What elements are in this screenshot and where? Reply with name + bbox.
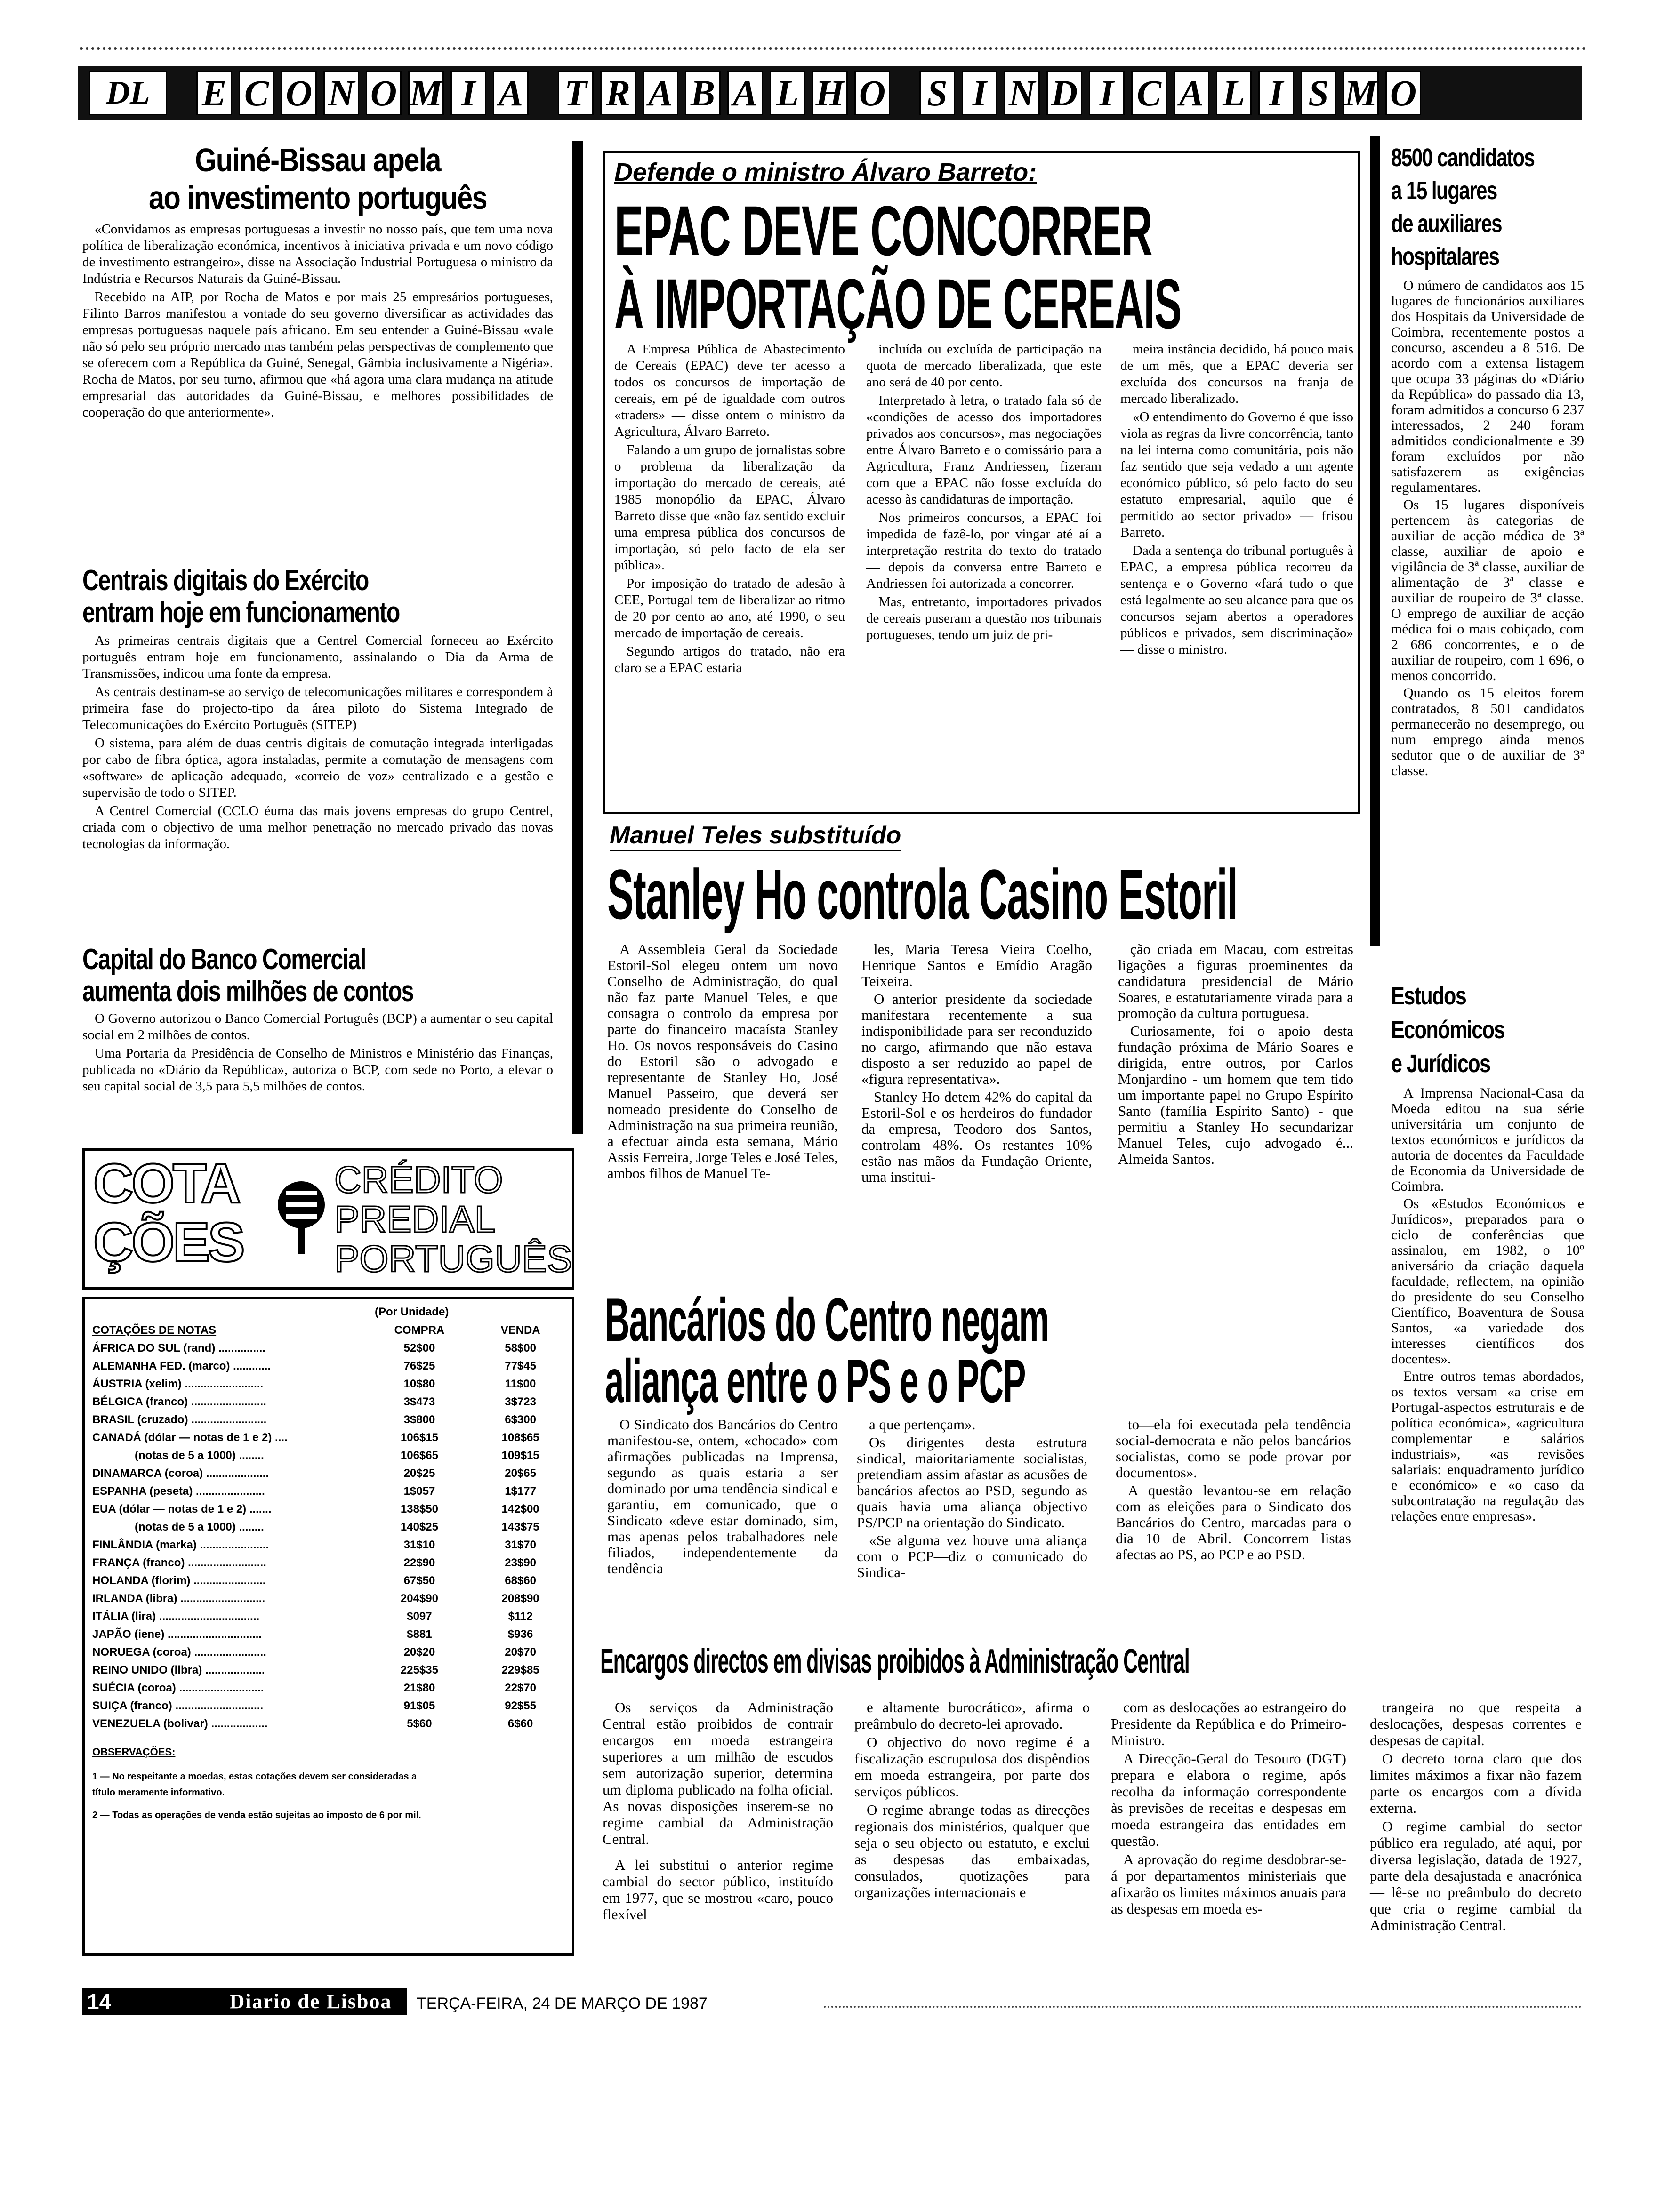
fx-sell-rate: 142$00	[501, 1503, 539, 1515]
fx-buy-rate: 31$10	[403, 1539, 435, 1551]
paper-name: Diario de Lisboa	[229, 1990, 392, 2013]
epac-headline-2: À IMPORTAÇÃO DE CEREAIS	[614, 264, 1182, 343]
fx-row	[92, 1626, 564, 1643]
encargos-paragraph: O regime cambial do sector público era regulado, até aqui, por diversa legislação, datada de 1927, parte dela desajustada e anacrónica — lê-se no preâmbulo do decreto que cria o regime cambial da Administração Central.	[1370, 1818, 1582, 1933]
epac-paragraph: Falando a um grupo de jornalistas sobre o problema da liberalização da importação do mercado de cereais, até 1985 monopólio da EPAC, Álvaro Barreto disse que «não faz sentido excluir uma empresa pública dos concursos de importação, só pelo facto de ela ser pública».	[614, 442, 845, 573]
fx-sell-rate: $112	[508, 1610, 533, 1623]
fx-sell-rate: 77$45	[505, 1360, 536, 1372]
fx-row	[92, 1661, 564, 1679]
bancarios-paragraph: A questão levantou-se em relação com as eleições para o Sindicato dos Bancários do Centro, marcadas para o dia 10 de Abril. Concorrem listas afectas ao PS, ao PCP e ao PSD.	[1116, 1482, 1351, 1563]
banner-letter: A	[643, 71, 678, 115]
fx-buy-rate: 22$90	[403, 1556, 435, 1569]
bancarios-column-3	[1116, 1417, 1351, 1564]
fx-observation-1: 1 — No respeitante a moedas, estas cotações devem ser consideradas a título meramente informativo.	[92, 1771, 417, 1798]
fx-row	[92, 1679, 564, 1697]
estudos-paragraph: Entre outros temas abordados, os textos versam «a crise em Portugal-aspectos estruturais e de política económica», «agricultura complementar e salários industriais», «as revisões salariais: enquadramento jurídico e económico» e «o caso da subcontratação na regulação das relações entre empresas».	[1391, 1369, 1584, 1524]
fx-header-name: COTAÇÕES DE NOTAS	[92, 1324, 217, 1337]
fx-currency-name: VENEZUELA (bolivar) ..................	[92, 1717, 268, 1730]
centrais-article	[82, 565, 553, 854]
fx-sell-rate: 3$723	[505, 1395, 536, 1408]
fx-currency-name: CANADÁ (dólar — notas de 1 e 2) ....	[92, 1431, 288, 1444]
banco-headline-1: Capital do Banco Comercial	[82, 943, 366, 976]
banner-letter: N	[323, 71, 359, 115]
fx-currency-name: BÉLGICA (franco) ........................	[92, 1395, 266, 1408]
banner-letter: O	[366, 71, 402, 115]
fx-currency-name: EUA (dólar — notas de 1 e 2) .......	[92, 1503, 272, 1515]
banner-letter: T	[558, 71, 594, 115]
encargos-column-2	[854, 1699, 1090, 1902]
epac-paragraph: meira instância decidido, há pouco mais de um mês, que a EPAC deveria ser excluída dos concursos na franja de mercado liberalizado.	[1120, 342, 1353, 406]
banner-letter: A	[493, 71, 529, 115]
fx-row	[92, 1447, 564, 1465]
guine-headline-2: ao investimento português	[149, 179, 487, 216]
fx-buy-rate: 10$80	[403, 1378, 435, 1390]
fx-buy-rate: 3$800	[403, 1413, 435, 1426]
fx-sell-rate: 11$00	[505, 1378, 536, 1390]
fx-sell-rate: 1$177	[505, 1485, 536, 1498]
banco-headline-2: aumenta dois milhões de contos	[82, 975, 413, 1008]
banco-paragraph: O Governo autorizou o Banco Comercial Português (BCP) a aumentar o seu capital social em 2 milhões de contos.	[82, 1011, 553, 1042]
banner-letter: O	[854, 71, 890, 115]
fx-row	[92, 1536, 564, 1554]
epac-paragraph: incluída ou excluída de participação na quota de mercado liberalizada, que este ano será de 40 por cento.	[866, 342, 1102, 390]
centrais-headline-2: entram hoje em funcionamento	[82, 596, 400, 629]
banner-letter: L	[770, 71, 805, 115]
banner-letter: S	[1301, 71, 1336, 115]
fx-sell-rate: 22$70	[505, 1682, 536, 1694]
encargos-paragraph: com as deslocações ao estrangeiro do Presidente da República e do Primeiro-Ministro.	[1111, 1699, 1346, 1748]
epac-paragraph: Nos primeiros concursos, a EPAC foi impedida de fazê-lo, por vingar até aí a interpretação restrita do texto do tratado — depois da conversa entre Barreto e Andriessen foi autorizada a concorrer.	[866, 510, 1102, 591]
cotacoes-ad	[82, 1148, 574, 1290]
stanley-column-3	[1118, 941, 1353, 1169]
banner-letter: M	[408, 71, 444, 115]
fx-row	[92, 1554, 564, 1572]
fx-buy-rate: 67$50	[403, 1574, 435, 1587]
fx-sell-rate: 109$15	[501, 1449, 539, 1462]
fx-buy-rate: 106$65	[400, 1449, 438, 1462]
fx-buy-rate: 76$25	[403, 1360, 435, 1372]
bancarios-paragraph: to—ela foi executada pela tendência social-democrata e não pelos bancários socialistas, como se pode provar por documentos».	[1116, 1416, 1351, 1481]
hospital-headline-2: a 15 lugares	[1391, 176, 1497, 205]
fx-observations-title: OBSERVAÇÕES:	[92, 1746, 176, 1758]
bancarios-column-1	[607, 1417, 838, 1579]
epac-paragraph: Dada a sentença do tribunal português à EPAC, a empresa pública recorreu da sentença e o Governo «fará tudo o que está legalmente ao seu alcance para que os concursos sejam abertos a operadores públicos e privados, sem discriminação» — disse o ministro.	[1120, 543, 1353, 657]
fx-sell-rate: 92$55	[505, 1699, 536, 1712]
fx-currency-name: ÁUSTRIA (xelim) .........................	[92, 1378, 264, 1390]
epac-kicker: Defende o ministro Álvaro Barreto:	[614, 158, 1037, 186]
fx-currency-name: (notas de 5 a 1000) ........	[135, 1521, 264, 1533]
fx-buy-rate: $097	[407, 1610, 432, 1623]
bancarios-paragraph: a que pertençam».	[869, 1416, 976, 1433]
banner-letter: N	[1004, 71, 1040, 115]
banner-letter: I	[450, 71, 486, 115]
fx-currency-name: NORUEGA (coroa) .......................	[92, 1646, 266, 1659]
banner-letter: E	[196, 71, 232, 115]
bancarios-headline-1: Bancários do Centro negam	[605, 1285, 1049, 1354]
guine-article	[82, 141, 553, 423]
banner-letter: O	[281, 71, 317, 115]
fx-currency-name: SUÉCIA (coroa) ...........................	[92, 1682, 264, 1694]
fx-currency-name: (notas de 5 a 1000) ........	[135, 1449, 264, 1462]
hospital-headline-1: 8500 candidatos	[1391, 144, 1535, 172]
fx-buy-rate: 106$15	[400, 1431, 438, 1444]
top-dotted-strip	[80, 47, 1586, 50]
banner-letter: A	[727, 71, 763, 115]
stanley-paragraph: ção criada em Macau, com estreitas ligações a figuras proeminentes da candidatura presidencial de Mário Soares, e estatutariamente virada para a promoção da cultura portuguesa.	[1118, 941, 1353, 1021]
banner-letter: I	[962, 71, 997, 115]
fx-currency-name: ÁFRICA DO SUL (rand) ...............	[92, 1342, 266, 1354]
fx-row	[92, 1697, 564, 1715]
fx-sell-rate: 31$70	[505, 1539, 536, 1551]
encargos-headline: Encargos directos em divisas proibidos à Administração Central	[600, 1643, 1190, 1680]
footer-dotted-line	[824, 2006, 1582, 2008]
guine-paragraph: Recebido na AIP, por Rocha de Matos e por mais 25 empresários portugueses, Filinto Barros manifestou a vontade do seu governo diversificar as actividades das empresas portuguesas naquele país africano. Em seu entender a Guiné-Bissau «vale não só pelo seu próprio mercado mas também pelas perspectivas de complemento que se oferecem com a República da Guiné, Senegal, Gâmbia inclusivamente a Nigéria». Rocha de Matos, por seu turno, afirmou que «há agora uma clara mudança na atitude empresarial das autoridades da Guiné-Bissau, e melhores possibilidades de cooperação do que anteriormente».	[82, 289, 553, 420]
guine-paragraph: «Convidamos as empresas portuguesas a investir no nosso país, que tem uma nova política de liberalização económica, incentivos à iniciativa privada e um novo código de investimento estrangeiro», disse na Associação Industrial Portuguesa o ministro da Indústria e Recursos Naturais da Guiné-Bissau.	[82, 222, 553, 286]
fx-sell-rate: 208$90	[501, 1592, 539, 1605]
estudos-headline-1: Estudos	[1391, 982, 1466, 1010]
banner-letter: C	[1131, 71, 1167, 115]
cotacoes-big-2: ÇÕES	[93, 1211, 243, 1274]
fx-buy-rate: 21$80	[403, 1682, 435, 1694]
hospital-paragraph: Os 15 lugares disponíveis pertencem às categorias de auxiliar de acção médica de 3ª classe, auxiliar de apoio e vigilância de 3ª classe, auxiliar de alimentação de 3ª classe e auxiliar de roupeiro de 3ª classe. O emprego de auxiliar de acção médica foi o mais cobiçado, com 2 686 concorrentes, e o de auxiliar de roupeiro, com 1 696, o menos concorrido.	[1391, 497, 1584, 683]
fx-row	[92, 1429, 564, 1447]
centrais-headline-1: Centrais digitais do Exército	[82, 564, 369, 597]
fx-currency-name: ALEMANHA FED. (marco) ............	[92, 1360, 271, 1372]
banner-letter: M	[1343, 71, 1379, 115]
estudos-headline-2: Económicos	[1391, 1016, 1504, 1044]
fx-unit-note: (Por Unidade)	[375, 1306, 449, 1318]
fx-currency-name: SUIÇA (franco) ............................	[92, 1699, 264, 1712]
fx-rates-table	[92, 1322, 564, 1733]
banner-letter: L	[1216, 71, 1252, 115]
fx-currency-name: JAPÃO (iene) ..............................	[92, 1628, 262, 1641]
fx-buy-rate: 140$25	[400, 1521, 438, 1533]
hospital-headline-3: de auxiliares	[1391, 209, 1502, 238]
epac-column-3	[1120, 341, 1353, 660]
fx-currency-name: BRASIL (cruzado) ........................	[92, 1413, 267, 1426]
banner-letter: B	[685, 71, 721, 115]
banner-letter: R	[600, 71, 636, 115]
fx-currency-name: REINO UNIDO (libra) ...................	[92, 1664, 265, 1676]
fx-sell-rate: 58$00	[505, 1342, 536, 1354]
epac-paragraph: Interpretado à letra, o tratado fala só de «condições de acesso dos importadores privados aos concursos», mas negociações entre Álvaro Barreto e o comissário para a Agricultura, Franz Andriessen, fizeram com que a EPAC não fosse excluída do acesso às candidaturas de importação.	[866, 393, 1102, 507]
fx-currency-name: HOLANDA (florim) .......................	[92, 1574, 266, 1587]
fx-sell-rate: 20$65	[505, 1467, 536, 1480]
encargos-column-1	[603, 1699, 833, 1924]
hospital-paragraph: Quando os 15 eleitos forem contratados, 8 501 candidatos permanecerão no desemprego, ou num emprego ainda menos sedutor que o de auxiliar de 3ª classe.	[1391, 685, 1584, 778]
fx-sell-rate: 20$70	[505, 1646, 536, 1659]
encargos-paragraph: A Direcção-Geral do Tesouro (DGT) prepara e elabora o regime, após recolha da informação correspondente às previsões de receitas e despesas em moeda estrangeira das entidades em questão.	[1111, 1750, 1346, 1849]
encargos-paragraph: Os serviços da Administração Central estão proibidos de contrair encargos em moeda estrangeira superiores a um milhão de escudos sem autorização superior, determina um diploma publicado na folha oficial. As novas disposições inserem-se no regime cambial da Administração Central.	[603, 1699, 833, 1847]
epac-column-1	[614, 341, 845, 678]
fx-row	[92, 1715, 564, 1733]
hospital-paragraph: O número de candidatos aos 15 lugares de funcionários auxiliares dos Hospitais da Universidade de Coimbra, recentemente postos a concurso, ascendeu a 8 516. De acordo com a extensa listagem que ocupa 33 páginas do «Diário da República» do passado dia 13, foram admitidos a concurso 6 237 interessados, 2 240 foram admitidos condicionalmente e 39 foram excluídos por não satisfazerem as exigências regulamentares.	[1391, 278, 1584, 495]
stanley-paragraph: A Assembleia Geral da Sociedade Estoril-Sol elegeu ontem um novo Conselho de Administração, do qual não faz parte Manuel Teles, e que consagra o controlo da empresa por parte do financeiro macaísta Stanley Ho. Os novos responsáveis do Casino do Estoril são o advogado e representante de Stanley Ho, José Manuel Passeiro, que deverá ser nomeado presidente do Conselho de Administração na sua primeira reunião, a efectuar ainda esta semana, Mário Assis Ferreira, Jorge Teles e José Teles, ambos filhos de Manuel Te-	[607, 941, 838, 1181]
footer-date: TERÇA-FEIRA, 24 DE MARÇO DE 1987	[417, 1995, 708, 2012]
epac-paragraph: Segundo artigos do tratado, não era claro se a EPAC estaria	[614, 644, 845, 675]
stanley-column-1	[607, 941, 838, 1183]
epac-paragraph: A Empresa Pública de Abastecimento de Cereais (EPAC) deve ter acesso a todos os concursos de importação de cereais, em pé de igualdade com outros «traders» — disse ontem o ministro da Agricultura, Álvaro Barreto.	[614, 342, 845, 439]
fx-sell-rate: $936	[507, 1628, 533, 1641]
fx-currency-name: DINAMARCA (coroa) ....................	[92, 1467, 269, 1480]
centrais-paragraph: O sistema, para além de duas centris digitais de comutação integrada interligadas por cabo de fibra óptica, agora instaladas, permite a comutação de mensagens com «software» de aplicação adequado, «correio de voz» centralizado e a gestão e supervisão de todo o SITEP.	[82, 736, 553, 800]
fx-sell-rate: 6$60	[507, 1717, 533, 1730]
bancarios-paragraph: O Sindicato dos Bancários do Centro manifestou-se, ontem, «chocado» com afirmações publicadas na Imprensa, segundo as quais estaria a ser dominado por uma tendência sindical e garantiu, em comunicado, que o Sindicato «deve estar dominado, sim, mas apenas pelos trabalhadores nele filiados, independentemente da tendência	[607, 1416, 838, 1577]
fx-row	[92, 1500, 564, 1518]
stanley-paragraph: les, Maria Teresa Vieira Coelho, Henrique Santos e Emídio Aragão Teixeira.	[861, 941, 1092, 989]
stanley-paragraph: Stanley Ho detem 42% do capital da Estoril-Sol e os herdeiros do fundador da empresa, Teodoro dos Santos, controlam 48%. Os restantes 10% estão nas mãos da Fundação Oriente, uma institui-	[861, 1089, 1092, 1185]
stanley-headline: Stanley Ho controla Casino Estoril	[607, 855, 1238, 934]
epac-paragraph: Mas, entretanto, importadores privados de cereais puseram a questão nos tribunais portugueses, tendo um juiz de pri-	[866, 594, 1102, 642]
centrais-paragraph: A Centrel Comercial (CCLO éuma das mais jovens empresas do grupo Centrel, criada com o objectivo de uma melhor penetração no mercado privado das novas tecnologias da informação.	[82, 803, 553, 851]
fx-header-buy: COMPRA	[394, 1324, 445, 1337]
brand-line-2: PREDIAL	[334, 1198, 496, 1240]
encargos-paragraph: e altamente burocrático», afirma o preâmbulo do decreto-lei aprovado.	[854, 1699, 1090, 1732]
fx-buy-rate: 1$057	[403, 1485, 435, 1498]
centrais-paragraph: As primeiras centrais digitais que a Centrel Comercial forneceu ao Exército português entram hoje em funcionamento, assinalando o Dia da Arma de Transmissões, indicou uma fonte da empresa.	[82, 633, 553, 681]
fx-row	[92, 1393, 564, 1411]
fx-sell-rate: 68$60	[505, 1574, 536, 1587]
stanley-kicker: Manuel Teles substituído	[610, 821, 901, 851]
banco-paragraph: Uma Portaria da Presidência de Conselho de Ministros e Ministério das Finanças, publicada no «Diário da República», autoriza o BCP, com sede no Porto, a elevar o seu capital social de 3,5 para 5,5 milhões de contos.	[82, 1046, 553, 1094]
hospital-headline-4: hospitalares	[1391, 242, 1499, 271]
fx-buy-rate: 20$20	[403, 1646, 435, 1659]
fx-currency-name: ESPANHA (peseta) ......................	[92, 1485, 265, 1498]
estudos-paragraph: Os «Estudos Económicos e Jurídicos», preparados para o ciclo de conferências que assinalou, em 1982, o 10º aniversário da criação daquela faculdade, reflectem, na opinião do presidente do seu Conselho Científico, Boaventura de Sousa Santos, «a variedade dos interesses científicos dos docentes».	[1391, 1196, 1584, 1367]
stanley-paragraph: O anterior presidente da sociedade manifestara recentemente a sua indisponibilidade para ser reconduzido no cargo, afirmando que não estava disposto a ser reduzido ao papel de «figura representativa».	[861, 991, 1092, 1087]
banner-letter: C	[239, 71, 274, 115]
fx-observation-2: 2 — Todas as operações de venda estão sujeitas ao imposto de 6 por mil.	[92, 1810, 421, 1820]
banner-letter: H	[812, 71, 848, 115]
fx-row	[92, 1572, 564, 1590]
brand-line-3: PORTUGUÊS	[334, 1238, 572, 1280]
guine-headline-1: Guiné-Bissau apela	[195, 142, 441, 178]
fx-buy-rate: 3$473	[403, 1395, 435, 1408]
bancarios-headline-2: aliança entre o PS e o PCP	[605, 1346, 1026, 1415]
encargos-paragraph: trangeira no que respeita a deslocações, despesas correntes e despesas de capital.	[1370, 1699, 1582, 1748]
fx-currency-name: IRLANDA (libra) ...........................	[92, 1592, 265, 1605]
encargos-column-3	[1111, 1699, 1346, 1919]
centrais-paragraph: As centrais destinam-se ao serviço de telecomunicações militares e correspondem à primeira fase do projecto-tipo da área piloto do Sistema Integrado de Telecomunicações do Exército Português (SITEP)	[82, 684, 553, 732]
fx-row	[92, 1590, 564, 1608]
fx-row	[92, 1339, 564, 1357]
epac-paragraph: «O entendimento do Governo é que isso viola as regras da livre concorrência, tanto na lei interna como comunitária, pois não faz sentido que seja vedado a um agente económico público, só pelo facto do seu estatuto empresarial, aquilo que é permitido ao sector privado» — frisou Barreto.	[1120, 409, 1353, 540]
bancarios-column-2	[857, 1417, 1087, 1582]
encargos-paragraph: O regime abrange todas as direcções regionais dos ministérios, qualquer que seja o seu objecto ou estatuto, e exclui as despesas das embaixadas, consulados, quotizações para organizações internacionais e	[854, 1802, 1090, 1900]
fx-rates-box	[82, 1297, 574, 1956]
bancarios-paragraph: Os dirigentes desta estrutura sindical, maioritariamente socialistas, pretendiam assim afastar as acusões de bancários afectos ao PSD, segundo as quais havia uma aliança objectivo PS/PCP na orientação do Sindicato.	[857, 1434, 1087, 1531]
fx-buy-rate: $881	[407, 1628, 432, 1641]
fx-buy-rate: 225$35	[400, 1664, 438, 1676]
page-number: 14	[87, 1989, 112, 2014]
fx-row	[92, 1411, 564, 1429]
fx-row	[92, 1357, 564, 1375]
encargos-paragraph: O decreto torna claro que dos limites máximos a fixar não fazem parte os encargos com a dívida externa.	[1370, 1750, 1582, 1816]
fx-sell-rate: 229$85	[501, 1664, 539, 1676]
fx-row	[92, 1483, 564, 1500]
fx-buy-rate: 20$25	[403, 1467, 435, 1480]
epac-column-2	[866, 341, 1102, 645]
fx-currency-name: FRANÇA (franco) .........................	[92, 1556, 266, 1569]
banco-article	[82, 944, 553, 1097]
stanley-paragraph: Curiosamente, foi o apoio desta fundação próxima de Mário Soares e dirigida, entre outros, por Carlos Monjardino - um homem que tem tido um importante papel no Grupo Espírito Santo (família Espírito Santo) - que permitiu a Stanley Ho secundarizar Manuel Teles, cujo advogado é... Almeida Santos.	[1118, 1023, 1353, 1167]
fx-buy-rate: 5$60	[407, 1717, 432, 1730]
banner-letter: D	[1046, 71, 1082, 115]
fx-row	[92, 1608, 564, 1626]
credito-predial-emblem-icon	[275, 1177, 327, 1257]
fx-currency-name: FINLÂNDIA (marka) ......................	[92, 1539, 269, 1551]
fx-row	[92, 1518, 564, 1536]
banner-letter: O	[1385, 71, 1421, 115]
epac-paragraph: Por imposição do tratado de adesão à CEE, Portugal tem de liberalizar ao ritmo de 20 por cento ao ano, até 1990, o seu mercado de importação de cereais.	[614, 576, 845, 641]
brand-line-1: CRÉDITO	[334, 1159, 503, 1201]
estudos-paragraph: A Imprensa Nacional-Casa da Moeda editou na sua série universitária um conjunto de textos económicos e jurídicos da autoria de docentes da Faculdade de Economia da Universidade de Coimbra.	[1391, 1085, 1584, 1194]
encargos-paragraph: A aprovação do regime desdobrar-se-á por departamentos ministeriais que afixarão os limites máximos anuais para as despesas em moeda es-	[1111, 1851, 1346, 1917]
estudos-article	[1391, 979, 1584, 1526]
fx-sell-rate: 23$90	[505, 1556, 536, 1569]
fx-sell-rate: 108$65	[501, 1431, 539, 1444]
fx-buy-rate: 204$90	[400, 1592, 438, 1605]
fx-row	[92, 1643, 564, 1661]
encargos-column-4	[1370, 1699, 1582, 1935]
banner-letter: I	[1089, 71, 1125, 115]
fx-row	[92, 1375, 564, 1393]
fx-buy-rate: 138$50	[400, 1503, 438, 1515]
stanley-column-2	[861, 941, 1092, 1187]
fx-row	[92, 1465, 564, 1483]
fx-sell-rate: 143$75	[501, 1521, 539, 1533]
cotacoes-big-1: COTA	[93, 1153, 239, 1215]
fx-header-sell: VENDA	[500, 1324, 540, 1337]
fx-buy-rate: 52$00	[403, 1342, 435, 1354]
banner-letter: A	[1174, 71, 1209, 115]
left-column-divider	[572, 141, 583, 1134]
banner-letter: S	[919, 71, 955, 115]
estudos-headline-3: e Jurídicos	[1391, 1050, 1490, 1078]
fx-currency-name: ITÁLIA (lira) ................................	[92, 1610, 260, 1623]
banner-letter: I	[1258, 71, 1294, 115]
bancarios-paragraph: «Se alguma vez houve uma aliança com o PCP—diz o comunicado do Sindica-	[857, 1532, 1087, 1580]
hospital-article	[1391, 141, 1584, 780]
right-column-divider	[1370, 136, 1380, 946]
epac-headline-1: EPAC DEVE CONCORRER	[614, 191, 1152, 270]
section-banner	[78, 66, 1582, 120]
fx-buy-rate: 91$05	[403, 1699, 435, 1712]
encargos-paragraph: A lei substitui o anterior regime cambial do sector público, instituído em 1977, que se mostrou «caro, pouco flexível	[603, 1857, 833, 1923]
dl-logo: DL	[89, 71, 167, 115]
encargos-paragraph: O objectivo do novo regime é a fiscalização escrupulosa dos dispêndios em moeda estrangeira, por parte dos serviços públicos.	[854, 1734, 1090, 1800]
fx-sell-rate: 6$300	[505, 1413, 536, 1426]
